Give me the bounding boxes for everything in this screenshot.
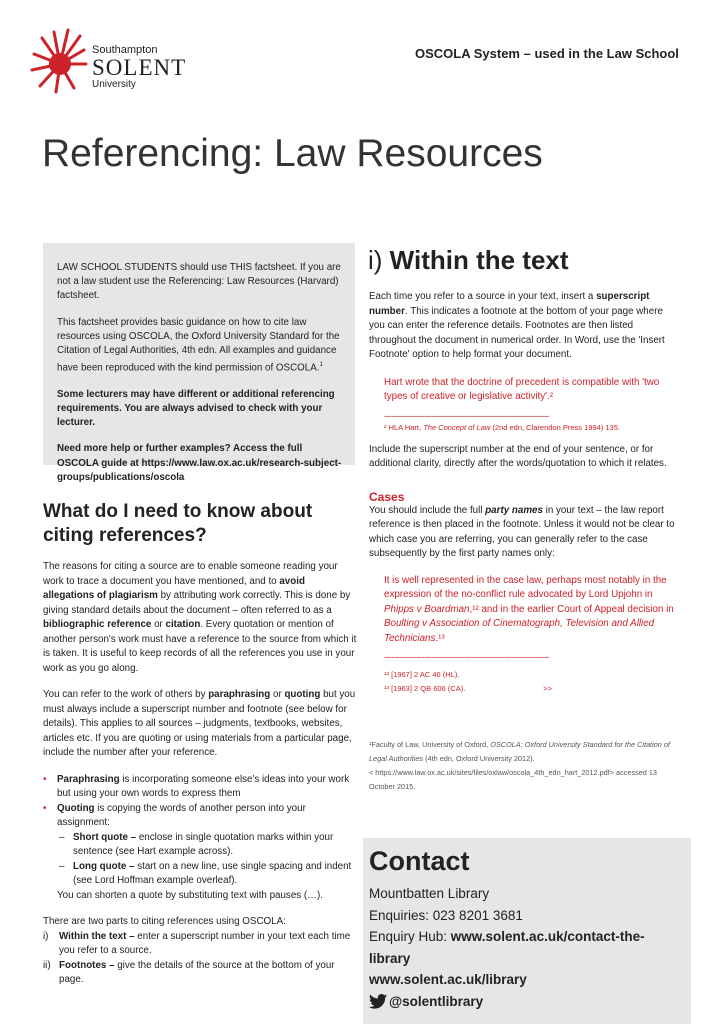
refer-paragraph: You can refer to the work of others by paraphrasing or quoting but you must always include a superscript number and footnote (see below for details). This applies to all sources – judgments, textbooks, websites, articles etc. If you are quoting or using materials from a particular page, include the number after your reference. bbox=[43, 689, 356, 758]
list-item: ii) Footnotes – give the details of the source at the bottom of your page. bbox=[43, 959, 335, 985]
list-item: You can shorten a quote by substituting text with pauses (…). bbox=[57, 889, 323, 901]
info-paragraph-2: This factsheet provides basic guidance on how to cite law resources using OSCOLA, the Oxford University Standard for the Citation of Legal Authorities, 4th edn. All examples and guidance have been reproduced with the kind permission of OSCOLA.$^1$ bbox=[57, 316, 340, 374]
superscript-paragraph: Each time you refer to a source in your text, insert a superscript number. This indicates a footnote at the bottom of your page where you can enter the reference details. Footnotes are then listed throughout the document in numerical order. In Word, use the 'Insert Footnote' option to help format your document. bbox=[369, 291, 665, 360]
footnote-13: ¹³ [1963] 2 QB 606 (CA). >> bbox=[384, 684, 553, 693]
footnote-12: ¹² [1967] 2 AC 46 (HL). bbox=[384, 670, 460, 679]
logo-line-solent: SOLENT bbox=[92, 55, 187, 80]
quote-types-list bbox=[43, 773, 357, 904]
list-item: • Paraphrasing is incorporating someone else's ideas into your work but using your own words to express them bbox=[43, 773, 350, 799]
cases-heading: Cases bbox=[369, 489, 405, 504]
header-subtitle: OSCOLA System – used in the Law School bbox=[415, 46, 679, 61]
hart-quote-example: Hart wrote that the doctrine of precedent is compatible with 'two types of creative or legislative activity'.² bbox=[384, 376, 660, 402]
contact-heading: Contact bbox=[369, 846, 470, 876]
case-quote-example: It is well represented in the case law, perhaps most notably in the expression of the no-conflict rule advocated by Lord Upjohn in Phipps v Boardman,¹² and in the earlier Court of Appeal decision in Boulting v Association of Cinematograph, Television and Allied Technicians.¹³ bbox=[384, 574, 674, 644]
university-logo bbox=[30, 24, 205, 104]
contact-enquiries: Enquiries: 023 8201 3681 bbox=[369, 907, 523, 923]
contact-box bbox=[363, 838, 691, 1024]
contact-library: Mountbatten Library bbox=[369, 886, 490, 901]
library-link[interactable]: www.solent.ac.uk/library bbox=[369, 972, 527, 987]
right-column-body bbox=[369, 290, 681, 696]
list-item: – Short quote – enclose in single quotation marks within your sentence (see Hart example across). bbox=[59, 831, 334, 857]
left-column-body bbox=[43, 560, 357, 988]
parts-intro: There are two parts to citing references using OSCOLA: bbox=[43, 916, 286, 927]
footnote-divider: ------------------------------------------------------------------ bbox=[384, 652, 549, 662]
info-paragraph-4: Need more help or further examples? Access the full OSCOLA guide at https://www.law.ox.ac.uk/research-subject-groups/publications/oscola bbox=[57, 443, 342, 483]
info-paragraph-3: Some lecturers may have different or additional referencing requirements. You are always advised to check with your lecturer. bbox=[57, 388, 335, 429]
continued-arrow: >> bbox=[543, 684, 553, 693]
footnote-2: ² HLA Hart, The Concept of Law (2nd edn, Clarendon Press 1994) 135. bbox=[384, 422, 620, 432]
contact-enquiry-hub: Enquiry Hub: www.solent.ac.uk/contact-the-library bbox=[369, 929, 645, 966]
page-title: Referencing: Law Resources bbox=[42, 132, 543, 175]
logo-line-university: University bbox=[92, 79, 136, 90]
twitter-handle[interactable]: @solentlibrary bbox=[369, 991, 685, 1013]
placement-paragraph: Include the superscript number at the end of your sentence, or for additional clarity, directly after the words/quotation to which it relates. bbox=[369, 443, 667, 469]
footnote-divider: ------------------------------------------------------------------ bbox=[384, 410, 549, 421]
list-item: i) Within the text – enter a superscript number in your text each time you refer to a source. bbox=[43, 930, 351, 956]
section-heading-citing: What do I need to know about citing references? bbox=[43, 501, 313, 546]
parts-list bbox=[43, 915, 357, 988]
logo-line-southampton: Southampton bbox=[92, 44, 158, 56]
cases-paragraph: You should include the full party names in your text – the law report reference is then placed in the footnote. Unless it would not be clear to which case you are referring, you can generally refer to the case subsequently by the first party names only: bbox=[369, 504, 675, 559]
enquiry-hub-link[interactable]: www.solent.ac.uk/contact-the-library bbox=[369, 929, 645, 966]
citing-paragraph: The reasons for citing a source are to enable someone reading your work to trace a document you have mentioned, and to avoid allegations of plagiarism by attributing work correctly. This is done by giving standard details about the document – often referred to as a bibliographic reference or citation. Every quotation or mention of another person's work must have a reference to the source from which it is taken. It is useful to keep records of all the references you use in your work as you go along. bbox=[43, 561, 357, 674]
info-paragraph-1: LAW SCHOOL STUDENTS should use THIS factsheet. If you are not a law student use the Referencing: Law Resources (Harvard) factsheet. bbox=[57, 262, 341, 302]
source-footnote: ¹Faculty of Law, University of Oxford, OSCOLA: Oxford University Standard for the Citation of Legal Authorities (4th edn, Oxford University 2012). < https://www.law.ox.ac.uk/sites/files/oxlaw/oscola_4th_edn_hart_2012.pdf> accessed 13 October 2015. bbox=[369, 740, 670, 791]
list-item: • Quoting is copying the words of another person into your assignment: bbox=[43, 802, 306, 828]
twitter-icon bbox=[369, 994, 387, 1009]
list-item: – Long quote – start on a new line, use single spacing and indent (see Lord Hoffman example overleaf). bbox=[59, 860, 352, 886]
section-heading-within-text: i) Within the text bbox=[368, 245, 569, 275]
info-box bbox=[43, 243, 355, 483]
solent-starburst-icon bbox=[30, 24, 90, 96]
